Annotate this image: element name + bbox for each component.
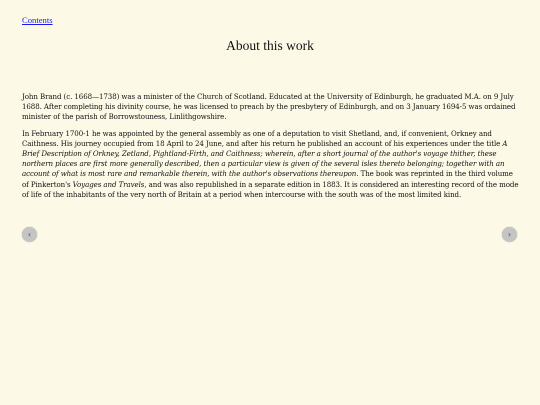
paragraph-2-text-b: . The book was reprinted in the third volume of Pinkerton's [22, 169, 513, 189]
chevron-left-icon: ‹ [27, 230, 32, 239]
paragraph-2 [22, 129, 520, 200]
page-title: About this work [226, 38, 314, 53]
body-text [22, 92, 520, 206]
previous-page-button[interactable] [22, 227, 37, 242]
paragraph-2-text-c: , and was also republished in a separate edition in 1883. It is considered an interesting record of the mode of life of the inhabitants of the very north of Britain at a period when intercourse with the south was of the most limited kind. [22, 179, 519, 199]
book-title: A Brief Description of Orkney, Zetland, Pightland-Firth, and Caithness; wherein, after a short journal of the author's voyage thither, these northern places are first more generally described, then a particular view is given of the several isles thereto belonging; together with an account of what is most rare and remarkable therein, with the author's observations thereupon [22, 138, 508, 179]
contents-link[interactable]: Contents [22, 15, 53, 25]
chevron-right-icon: › [507, 230, 512, 239]
voyages-title: Voyages and Travels [72, 179, 145, 189]
paragraph-1: John Brand (c. 1668—1738) was a minister of the Church of Scotland. Educated at the University of Edinburgh, he graduated M.A. on 9 July 1688. After completing his divinity course, he was licensed to preach by the presbytery of Edinburgh, and on 3 January 1694-5 was ordained minister of the parish of Borrowstouness, Linlithgowshire. [22, 92, 516, 122]
paragraph-2-text-a: In February 1700-1 he was appointed by the general assembly as one of a deputation to visit Shetland, and, if convenient, Orkney and Caithness. His journey occupied from 18 April to 24 June, and after his return he published an account of his experiences under the title [22, 128, 503, 148]
next-page-button[interactable] [502, 227, 517, 242]
